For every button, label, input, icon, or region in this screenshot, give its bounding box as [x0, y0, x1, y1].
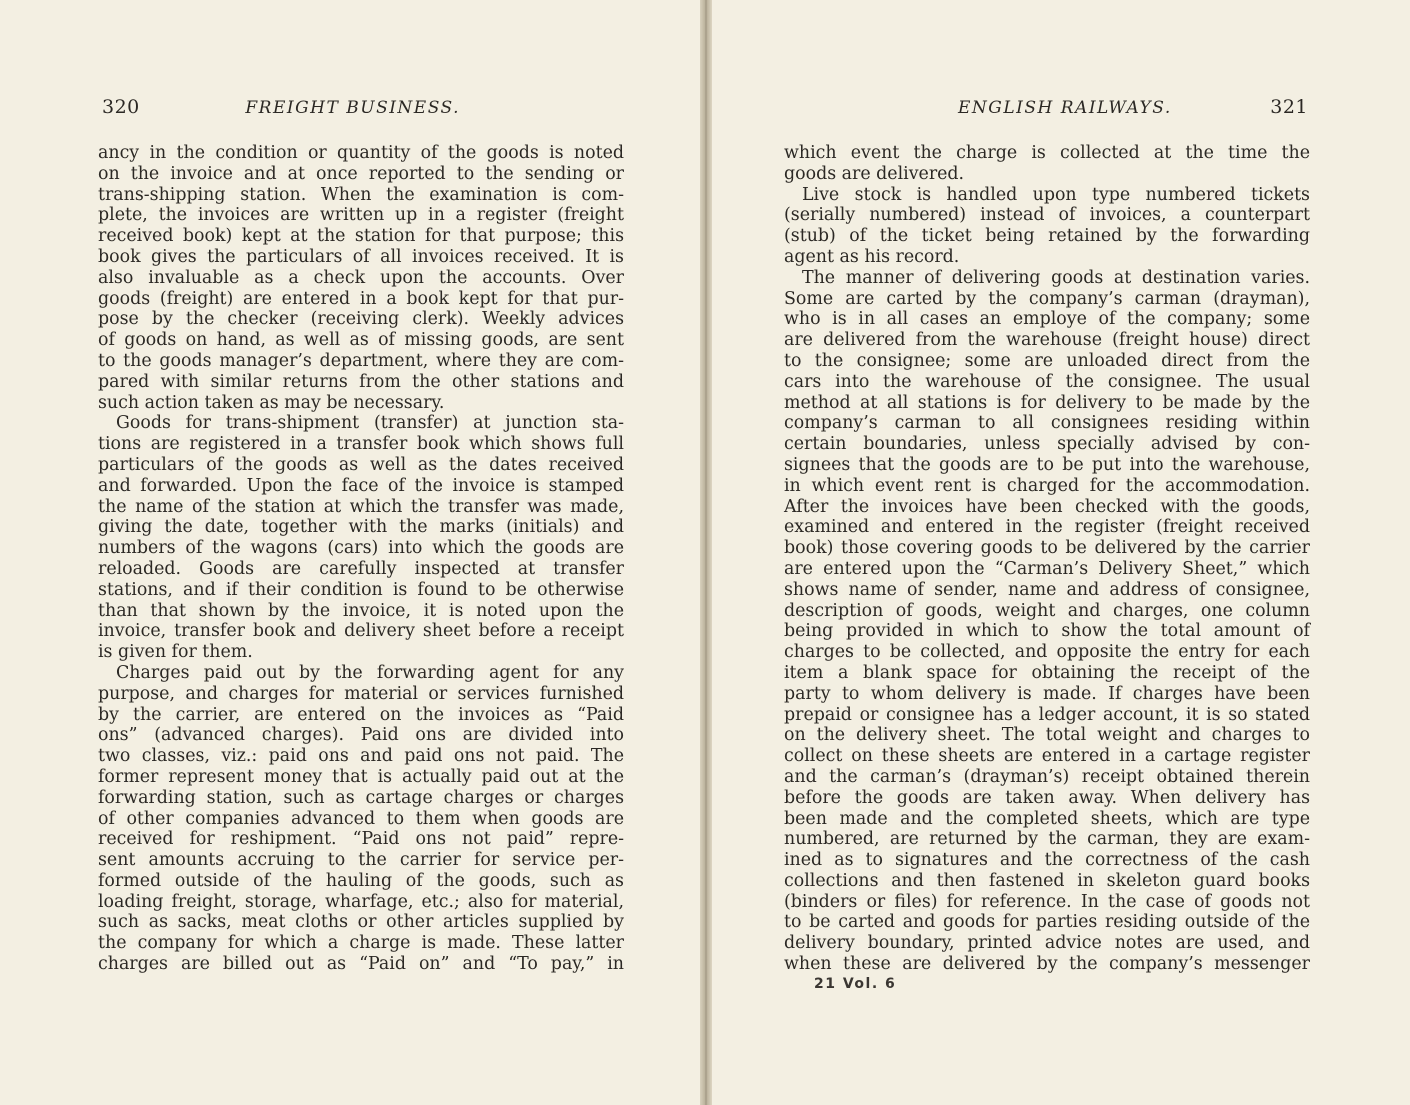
text-line: method at all stations is for delivery to be made by the	[784, 392, 1310, 413]
text-line: description of goods, weight and charges, one column	[784, 600, 1310, 621]
text-line: cars into the warehouse of the consignee. The usual	[784, 371, 1310, 392]
text-line: item a blank space for obtaining the receipt of the	[784, 662, 1310, 683]
text-line: examined and entered in the register (freight received	[784, 517, 1310, 538]
text-line: on the invoice and at once reported to the sending or	[98, 163, 624, 184]
text-line: also invaluable as a check upon the accounts. Over	[98, 267, 624, 288]
signature-mark: 21 Vol. 6	[814, 976, 897, 992]
book-gutter	[700, 0, 712, 1105]
text-line: on the delivery sheet. The total weight and charges to	[784, 725, 1310, 746]
text-line: tions are registered in a transfer book which shows full	[98, 434, 624, 455]
text-line: received for reshipment. “Paid ons not paid” repre-	[98, 829, 624, 850]
text-line: book) those covering goods to be delivered by the carrier	[784, 538, 1310, 559]
text-line: numbered, are returned by the carman, they are exam-	[784, 829, 1310, 850]
text-line: by the carrier, are entered on the invoices as “Paid	[98, 704, 624, 725]
right-page	[712, 0, 1410, 1105]
text-line: loading freight, storage, wharfage, etc.; also for material,	[98, 891, 624, 912]
right-running-head	[958, 96, 1308, 122]
text-line: invoice, transfer book and delivery sheet before a receipt	[98, 621, 624, 642]
text-line: Some are carted by the company’s carman (drayman),	[784, 288, 1310, 309]
text-line: party to whom delivery is made. If charges have been	[784, 683, 1310, 704]
text-line: such action taken as may be necessary.	[98, 392, 445, 413]
text-line: numbers of the wagons (cars) into which the goods are	[98, 538, 624, 559]
left-running-title: FREIGHT BUSINESS.	[245, 98, 460, 118]
text-line: before the goods are taken away. When delivery has	[784, 787, 1310, 808]
right-body-text	[784, 143, 1310, 975]
text-line: being provided in which to show the total amount of	[784, 621, 1310, 642]
left-page-number: 320	[102, 96, 140, 118]
text-line: goods are delivered.	[784, 163, 965, 184]
text-line: charges are billed out as “Paid on” and “To pay,” in	[98, 954, 624, 975]
text-line: sent amounts accruing to the carrier for service per-	[98, 850, 624, 871]
text-line: is given for them.	[98, 642, 253, 663]
text-line: Live stock is handled upon type numbered tickets	[802, 184, 1310, 205]
text-line: particulars of the goods as well as the dates received	[98, 454, 624, 475]
text-line: in which event rent is charged for the accommodation.	[784, 475, 1310, 496]
text-line: book gives the particulars of all invoices received. It is	[98, 246, 624, 267]
text-line: ancy in the condition or quantity of the goods is noted	[98, 143, 624, 163]
text-line: shows name of sender, name and address of consignee,	[784, 579, 1310, 600]
text-line: (serially numbered) instead of invoices, a counterpart	[784, 205, 1310, 226]
text-line: purpose, and charges for material or services furnished	[98, 683, 624, 704]
text-line: such as sacks, meat cloths or other articles supplied by	[98, 912, 624, 933]
right-page-number: 321	[1270, 96, 1308, 118]
text-line: are entered upon the “Carman’s Delivery Sheet,” which	[784, 558, 1310, 579]
text-line: giving the date, together with the marks (initials) and	[98, 517, 624, 538]
text-line: plete, the invoices are written up in a register (freight	[98, 205, 624, 226]
text-line: collect on these sheets are entered in a cartage register	[784, 746, 1310, 767]
text-line: are delivered from the warehouse (freight house) direct	[784, 330, 1310, 351]
text-line: Charges paid out by the forwarding agent for any	[116, 662, 624, 683]
text-line: who is in all cases an employe of the company; some	[784, 309, 1310, 330]
text-line: two classes, viz.: paid ons and paid ons not paid. The	[98, 746, 624, 767]
text-line: goods (freight) are entered in a book kept for that pur-	[98, 288, 624, 309]
text-line: and forwarded. Upon the face of the invoice is stamped	[98, 475, 624, 496]
text-line: (stub) of the ticket being retained by the forwarding	[784, 226, 1310, 247]
text-line: received book) kept at the station for that purpose; this	[98, 226, 624, 247]
text-line: prepaid or consignee has a ledger account, it is so stated	[784, 704, 1310, 725]
text-line: (binders or files) for reference. In the case of goods not	[784, 891, 1310, 912]
text-line: delivery boundary, printed advice notes are used, and	[784, 933, 1310, 954]
left-body-text	[98, 143, 624, 975]
text-line: charges to be collected, and opposite the entry for each	[784, 642, 1310, 663]
text-line: signees that the goods are to be put into the warehouse,	[784, 454, 1310, 475]
text-line: agent as his record.	[784, 246, 960, 267]
text-line: stations, and if their condition is found to be otherwise	[98, 579, 624, 600]
right-running-title: ENGLISH RAILWAYS.	[958, 98, 1172, 118]
text-line: After the invoices have been checked with the goods,	[784, 496, 1310, 517]
left-page	[0, 0, 700, 1105]
text-line: pose by the checker (receiving clerk). Weekly advices	[98, 309, 624, 330]
text-line: certain boundaries, unless specially advised by con-	[784, 434, 1310, 455]
text-line: of other companies advanced to them when goods are	[98, 808, 624, 829]
text-line: than that shown by the invoice, it is noted upon the	[98, 600, 624, 621]
text-line: the company for which a charge is made. These latter	[98, 933, 624, 954]
text-line: pared with similar returns from the other stations and	[98, 371, 624, 392]
text-line: collections and then fastened in skeleton guard books	[784, 870, 1310, 891]
text-line: to the goods manager’s department, where they are com-	[98, 350, 624, 371]
text-line: company’s carman to all consignees residing within	[784, 413, 1310, 434]
text-line: ons” (advanced charges). Paid ons are divided into	[98, 725, 624, 746]
text-line: been made and the completed sheets, which are type	[784, 808, 1310, 829]
text-line: former represent money that is actually paid out at the	[98, 766, 624, 787]
text-line: trans-shipping station. When the examination is com-	[98, 184, 624, 205]
text-line: and the carman’s (drayman’s) receipt obtained therein	[784, 766, 1310, 787]
text-line: The manner of delivering goods at destination varies.	[802, 267, 1310, 288]
text-line: ined as to signatures and the correctness of the cash	[784, 850, 1310, 871]
text-line: which event the charge is collected at the time the	[784, 143, 1310, 163]
text-line: forwarding station, such as cartage charges or charges	[98, 787, 624, 808]
text-line: to be carted and goods for parties residing outside of the	[784, 912, 1310, 933]
text-line: to the consignee; some are unloaded direct from the	[784, 350, 1310, 371]
text-line: formed outside of the hauling of the goods, such as	[98, 870, 624, 891]
left-running-head	[102, 96, 460, 122]
text-line: reloaded. Goods are carefully inspected at transfer	[98, 558, 624, 579]
text-line: when these are delivered by the company’s messenger	[784, 954, 1310, 975]
text-line: Goods for trans-shipment (transfer) at junction sta-	[116, 413, 624, 434]
text-line: of goods on hand, as well as of missing goods, are sent	[98, 330, 624, 351]
text-line: the name of the station at which the transfer was made,	[98, 496, 624, 517]
